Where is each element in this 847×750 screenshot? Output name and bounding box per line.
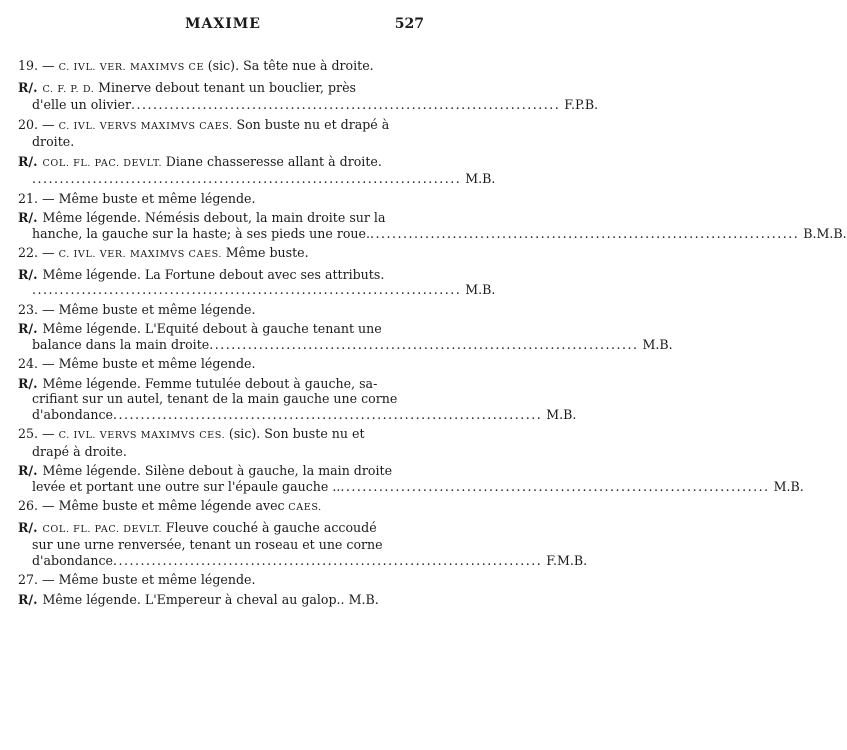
obverse-entry: [18, 117, 432, 150]
leader-dots: ..............................................................................: [369, 225, 800, 241]
entry-line: [18, 210, 432, 226]
leader-dots: ..............................................................................: [32, 282, 462, 297]
entry-text: levée et portant une outre sur l'épaule gauche ..: [32, 478, 341, 494]
entry-line: [18, 171, 496, 187]
running-title: MAXIME: [185, 16, 261, 32]
coin-legend: C. IVL. VERVS MAXIMVS CES.: [58, 430, 229, 441]
entry-text: Même buste et même légende.: [58, 356, 256, 371]
metal-module: F.P.B.: [564, 97, 599, 112]
reverse-symbol: R/.: [18, 153, 38, 169]
reverse-symbol: R/.: [18, 210, 38, 225]
entry-line: [18, 552, 588, 569]
entry-text: Diane chasseresse allant à droite.: [165, 153, 382, 169]
leader-dots: ..............................................................................: [340, 478, 770, 494]
leader-dots: ..............................................................................: [32, 171, 462, 186]
entry-text: Même buste et même légende avec: [58, 498, 285, 513]
coin-legend: C. IVL. VER. MAXIMVS CE: [58, 62, 208, 73]
entry-text: (sic). Son buste nu et: [228, 426, 365, 441]
entry-line: [18, 520, 432, 538]
coin-legend: COL. FL. PAC. DEVLT.: [42, 523, 166, 535]
entry-number: 27. —: [18, 572, 59, 587]
entry-number: 26. —: [18, 498, 59, 513]
entry-line: [18, 117, 432, 135]
entry-text: drapé à droite.: [32, 443, 127, 459]
entry-number: 23. —: [18, 301, 59, 317]
entry-number: 22. —: [18, 245, 59, 260]
entry-number: 25. —: [18, 426, 59, 441]
reverse-entry: [18, 463, 804, 494]
entry-text: d'abondance: [32, 406, 113, 422]
entry-line: [18, 282, 496, 298]
metal-module: M.B.: [642, 336, 673, 352]
entry-text: crifiant sur un autel, tenant de la main gauche une corne: [32, 391, 398, 406]
metal-module: M.B.: [546, 406, 577, 422]
obverse-entry: [18, 191, 432, 207]
entry-number: 20. —: [18, 116, 59, 132]
reverse-entry: [18, 266, 496, 298]
coin-legend: C. IVL. VERVS MAXIMVS CAES.: [58, 120, 237, 132]
entry-line: [18, 426, 432, 444]
coin-legend: C. IVL. VER. MAXIMVS CAES.: [58, 249, 226, 260]
entry-line: [18, 191, 432, 207]
obverse-entry: [18, 426, 432, 459]
entry-text: Minerve debout tenant un bouclier, près: [98, 79, 356, 95]
coin-entries: [18, 58, 847, 611]
leader-dots: ..............................................................................: [209, 336, 639, 352]
leader-dots: ..............................................................................: [112, 552, 543, 568]
entry-line: [18, 134, 432, 150]
metal-module: M.B.: [773, 478, 804, 494]
obverse-entry: [18, 356, 432, 372]
reverse-entry: [18, 79, 599, 113]
entry-line: [18, 572, 432, 588]
reverse-symbol: R/.: [18, 266, 38, 282]
entry-line: [18, 478, 804, 495]
reverse-symbol: R/.: [18, 79, 38, 95]
metal-module: M.B.: [465, 282, 496, 297]
leader-dots: ..............................................................................: [130, 97, 561, 112]
entry-text: Même légende. Némésis debout, la main droite sur la: [42, 210, 386, 225]
entry-text: Même légende. Silène debout à gauche, la main droite: [42, 463, 393, 478]
page-number: 527: [394, 16, 424, 32]
coin-legend: CAES.: [284, 502, 322, 513]
entry-line: [18, 321, 432, 337]
page-header: [0, 0, 446, 30]
entry-line: [18, 391, 432, 407]
entry-line: [18, 154, 432, 172]
entry-text: Même buste et même légende.: [58, 572, 256, 587]
entry-line: [18, 302, 432, 318]
entry-number: 24. —: [18, 356, 59, 371]
entry-line: [18, 376, 432, 392]
reverse-entry: [18, 592, 432, 608]
entry-line: [18, 245, 432, 263]
reverse-entry: [18, 210, 847, 241]
entry-text: d'abondance: [32, 552, 113, 568]
entry-text: (sic). Sa tête nue à droite.: [207, 58, 374, 73]
reverse-entry: [18, 153, 496, 187]
entry-line: [18, 336, 673, 353]
reverse-entry: [18, 519, 588, 569]
reverse-symbol: R/.: [18, 591, 38, 607]
entry-text: Même légende. La Fortune debout avec ses attributs.: [42, 266, 385, 282]
entry-line: [18, 97, 599, 113]
reverse-symbol: R/.: [18, 463, 38, 478]
entry-number: 21. —: [18, 190, 59, 206]
entry-line: [18, 444, 432, 460]
entry-line: [18, 225, 847, 242]
obverse-entry: [18, 302, 432, 318]
entry-line: [18, 58, 432, 76]
entry-line: [18, 592, 432, 608]
leader-dots: ..............................................................................: [112, 406, 543, 422]
obverse-entry: [18, 245, 432, 263]
entry-text: hanche, la gauche sur la haste; à ses pieds une roue.: [32, 225, 370, 241]
entry-line: [18, 537, 432, 553]
metal-module: M.B.: [465, 171, 496, 186]
reverse-entry: [18, 375, 577, 423]
entry-line: [18, 267, 432, 283]
entry-text: Même buste.: [225, 245, 309, 260]
reverse-symbol: R/.: [18, 519, 38, 535]
entry-line: [18, 406, 577, 423]
metal-module: F.M.B.: [546, 552, 588, 568]
entry-number: 19. —: [18, 58, 59, 73]
coin-legend: C. F. P. D.: [42, 83, 99, 95]
entry-text: Même légende. Femme tutulée debout à gauche, sa-: [42, 375, 378, 391]
entry-text: d'elle un olivier: [32, 97, 131, 112]
reverse-symbol: R/.: [18, 321, 38, 336]
entry-line: [18, 498, 432, 516]
entry-text: Fleuve couché à gauche accoudé: [165, 519, 377, 535]
obverse-entry: [18, 572, 432, 588]
reverse-entry: [18, 321, 673, 352]
entry-line: [18, 463, 432, 479]
entry-line: [18, 80, 432, 98]
entry-text: sur une urne renversée, tenant un roseau et une corne: [32, 537, 383, 552]
coin-legend: COL. FL. PAC. DEVLT.: [42, 157, 166, 169]
entry-text: Même buste et même légende.: [58, 190, 256, 206]
entry-text: droite.: [32, 134, 75, 149]
entry-text: Même buste et même légende.: [58, 301, 256, 317]
entry-text: Même légende. L'Empereur à cheval au galop.. M.B.: [42, 591, 379, 607]
obverse-entry: [18, 58, 432, 76]
entry-text: Son buste nu et drapé à: [236, 116, 390, 132]
entry-text: balance dans la main droite: [32, 336, 210, 352]
entry-line: [18, 356, 432, 372]
entry-text: Même légende. L'Equité debout à gauche tenant une: [42, 321, 382, 336]
reverse-symbol: R/.: [18, 375, 38, 391]
metal-module: B.M.B.: [803, 225, 847, 241]
obverse-entry: [18, 498, 432, 516]
